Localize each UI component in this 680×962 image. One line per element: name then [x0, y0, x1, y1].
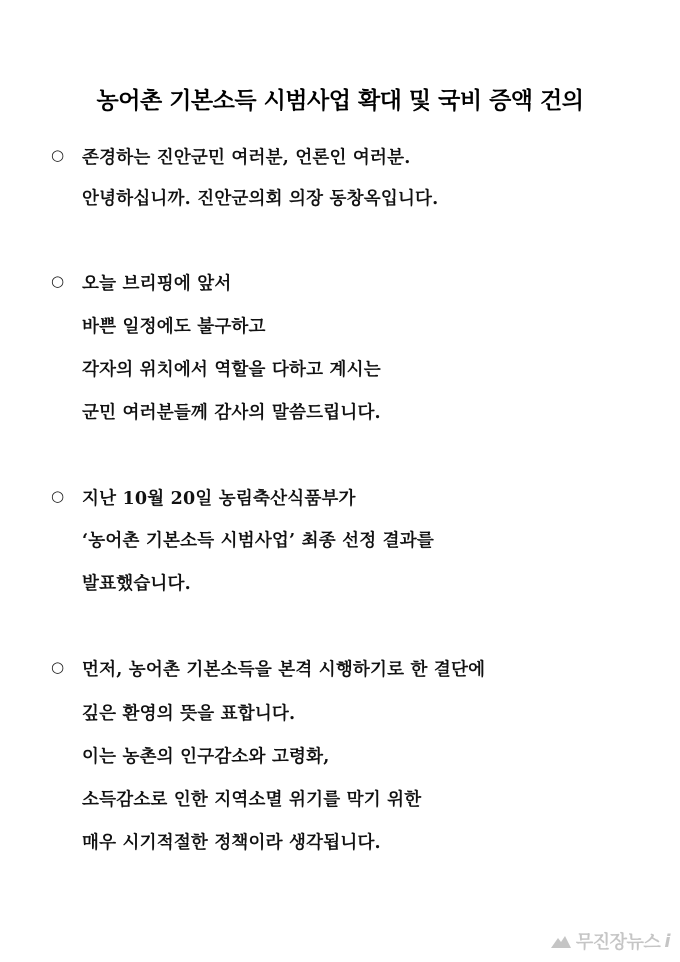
- paragraph-4-line-3: 이는 농촌의 인구감소와 고령화,: [82, 747, 330, 767]
- paragraph-2-line-2: 바쁜 일정에도 불구하고: [82, 317, 266, 337]
- paragraph-3-line-2: ‘농어촌 기본소득 시범사업’ 최종 선정 결과를: [82, 531, 434, 551]
- document-title: 농어촌 기본소득 시범사업 확대 및 국비 증액 건의: [96, 88, 584, 114]
- paragraph-4-line-5: 매우 시기적절한 정책이라 생각됩니다.: [82, 833, 381, 853]
- paragraph-2-line-1: 오늘 브리핑에 앞서: [82, 274, 232, 294]
- paragraph-2-line-4: 군민 여러분들께 감사의 말씀드립니다.: [82, 403, 381, 423]
- paragraph-4-line-2: 깊은 환영의 뜻을 표합니다.: [82, 704, 296, 724]
- watermark-suffix: i: [664, 930, 670, 952]
- watermark-logo: [550, 928, 670, 954]
- paragraph-2-line-3: 각자의 위치에서 역할을 다하고 계시는: [82, 360, 381, 380]
- bullet-marker: ○: [51, 272, 65, 290]
- paragraph-1-line-1: 존경하는 진안군민 여러분, 언론인 여러분.: [82, 148, 411, 168]
- paragraph-3-line-1: 지난 10월 20일 농림축산식품부가: [82, 489, 356, 509]
- paragraph-1-line-2: 안녕하십니까. 진안군의회 의장 동창옥입니다.: [82, 189, 439, 209]
- mountain-icon: [550, 933, 572, 949]
- bullet-marker: ○: [51, 146, 65, 164]
- paragraph-4-line-4: 소득감소로 인한 지역소멸 위기를 막기 위한: [82, 790, 422, 810]
- bullet-marker: ○: [51, 487, 65, 505]
- paragraph-3-line-3: 발표했습니다.: [82, 574, 191, 594]
- paragraph-4-line-1: 먼저, 농어촌 기본소득을 본격 시행하기로 한 결단에: [82, 660, 486, 680]
- watermark-text: 무진장뉴스: [575, 932, 661, 953]
- bullet-marker: ○: [51, 658, 65, 676]
